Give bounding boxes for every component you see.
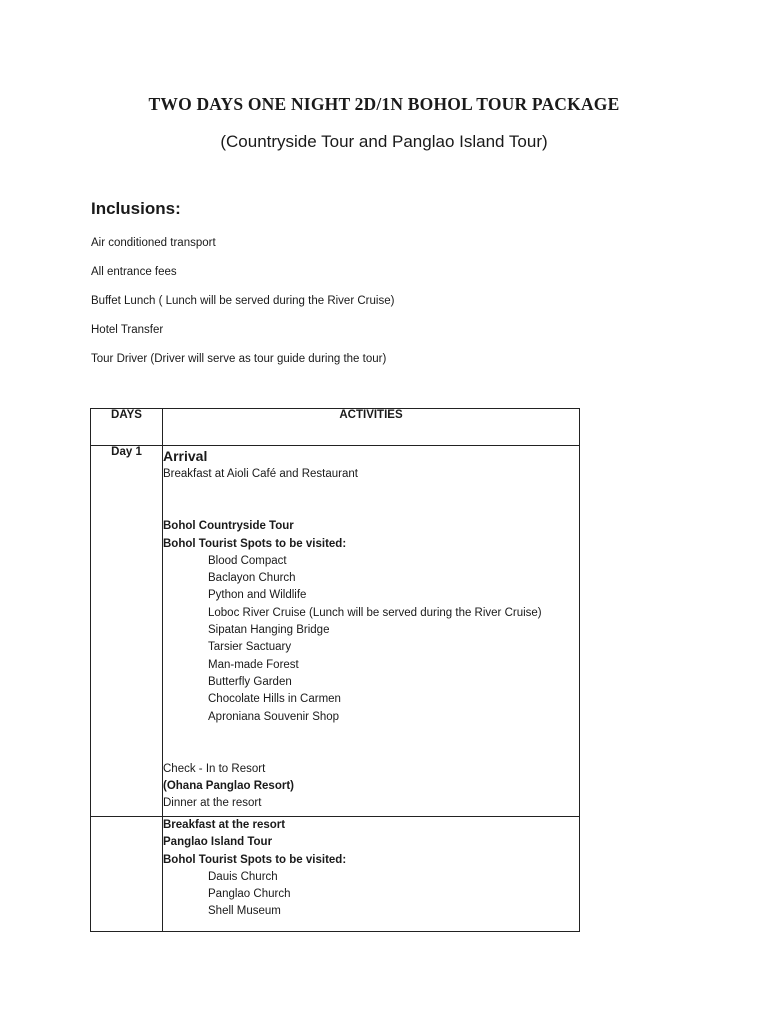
list-item: Tarsier Sactuary (208, 641, 292, 654)
list-item: Sipatan Hanging Bridge (208, 624, 330, 637)
inclusion-item: All entrance fees (91, 266, 177, 278)
spacer (163, 483, 579, 518)
list-item: Blood Compact (208, 554, 287, 567)
day1-activities (163, 446, 580, 817)
list-item: Loboc River Cruise (Lunch will be served during the River Cruise) (208, 606, 542, 619)
table-header-row (91, 409, 580, 446)
day1-resort: (Ohana Panglao Resort) (163, 780, 294, 793)
spacer (163, 726, 579, 761)
list-item: Chocolate Hills in Carmen (208, 693, 341, 706)
day1-checkin: Check - In to Resort (163, 762, 266, 775)
list-item: Dauis Church (208, 870, 278, 883)
itinerary-table (90, 408, 580, 932)
day2-activities (163, 817, 580, 932)
inclusions-heading: Inclusions: (91, 199, 181, 218)
list-item: Baclayon Church (208, 572, 296, 585)
document-title: TWO DAYS ONE NIGHT 2D/1N BOHOL TOUR PACKAGE (148, 94, 620, 114)
table-row-day2 (91, 817, 580, 932)
day1-spots-heading: Bohol Tourist Spots to be visited: (163, 537, 347, 550)
inclusion-item: Air conditioned transport (91, 237, 216, 249)
day2-breakfast: Breakfast at the resort (163, 819, 286, 831)
inclusion-item: Hotel Transfer (91, 324, 164, 336)
document-subtitle: (Countryside Tour and Panglao Island Tour) (220, 132, 548, 151)
list-item: Shell Museum (208, 905, 281, 918)
arrival-heading: Arrival (163, 448, 208, 464)
table-row-day1 (91, 446, 580, 817)
day2-tour-name: Panglao Island Tour (163, 836, 273, 849)
day2-label (91, 817, 163, 932)
list-item: Man-made Forest (208, 658, 299, 671)
day1-label: Day 1 (91, 446, 163, 817)
list-item: Python and Wildlife (208, 589, 307, 602)
day1-tour-name: Bohol Countryside Tour (163, 520, 294, 533)
day1-dinner: Dinner at the resort (163, 797, 262, 810)
day2-spots-heading: Bohol Tourist Spots to be visited: (163, 853, 347, 866)
days-column-header: DAYS (91, 409, 163, 446)
activities-column-header: ACTIVITIES (163, 409, 580, 446)
list-item: Apronianа Souvenir Shop (208, 710, 340, 723)
inclusion-item: Buffet Lunch ( Lunch will be served during the River Cruise) (91, 295, 395, 307)
day1-breakfast: Breakfast at Aioli Café and Restaurant (163, 468, 358, 480)
list-item: Butterfly Garden (208, 675, 292, 688)
inclusion-item: Tour Driver (Driver will serve as tour guide during the tour) (91, 353, 387, 365)
inclusions-list (91, 235, 394, 380)
list-item: Panglao Church (208, 888, 291, 901)
